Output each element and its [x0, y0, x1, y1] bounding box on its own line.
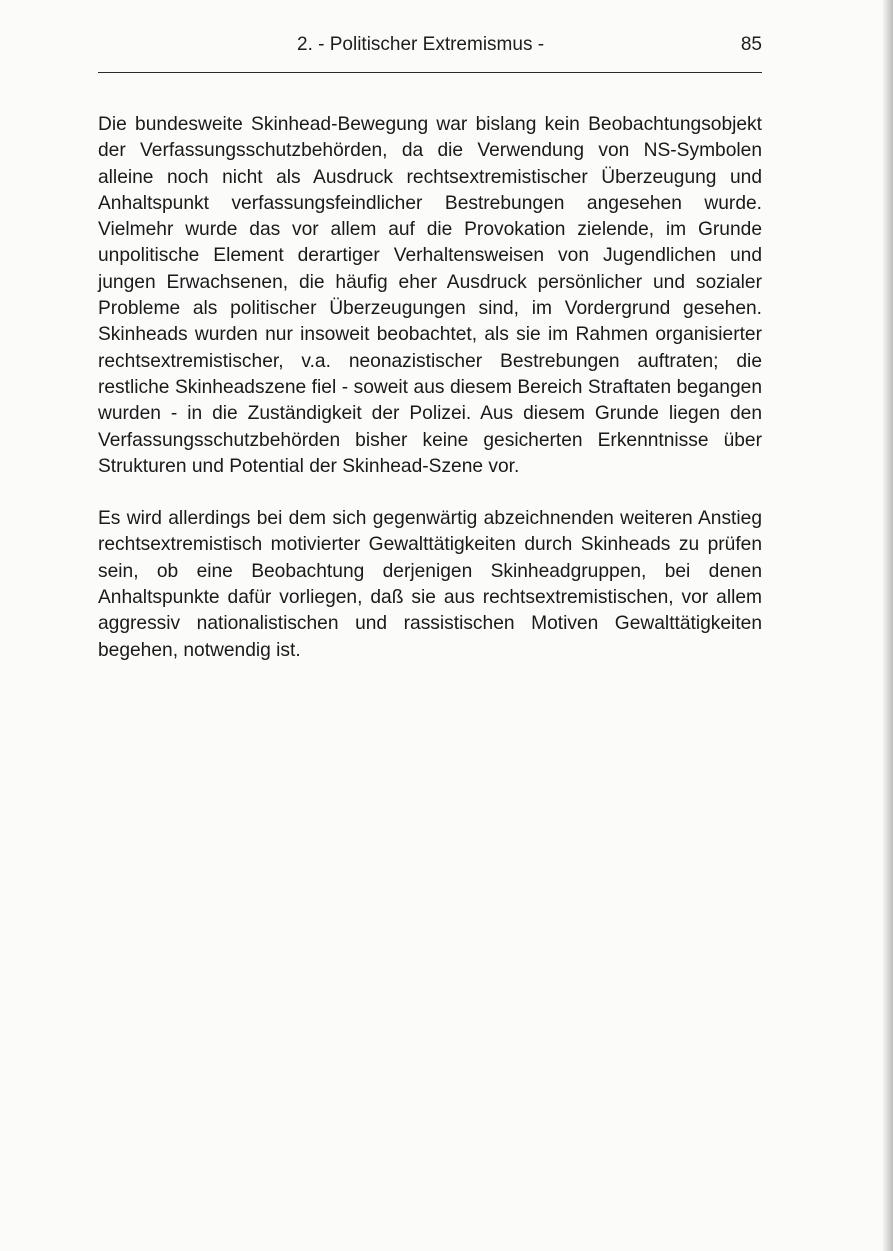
body-text: [98, 112, 762, 690]
header-rule: [98, 72, 762, 73]
page-number: 85: [740, 34, 762, 55]
paragraph-future-observation: Es wird allerdings bei dem sich gegenwärtig abzeichnenden weiteren Anstieg rechtsextremistisch motivierter Gewalttätigkeiten durch Skinheads zu prüfen sein, ob eine Beobachtung derjenigen Skinheadgruppen, bei denen Anhaltspunkte dafür vorliegen, daß sie aus rechtsextremistischen, vor allem aggressiv nationalistischen und rassistischen Motiven Gewalttätigkeiten begehen, notwendig ist.: [98, 508, 762, 661]
running-head: [98, 30, 762, 60]
page-edge-shadow: [883, 0, 893, 1251]
paragraph-skinhead-observation: Die bundesweite Skinhead-Bewegung war bislang kein Beobachtungsobjekt der Verfassungsschutzbehörden, da die Verwendung von NS-Symbolen alleine noch nicht als Ausdruck rechtsextremistischer Überzeugung und Anhaltspunkt verfassungsfeindlicher Bestrebungen angesehen wurde. Vielmehr wurde das vor allem auf die Provokation zielende, im Grunde unpolitische Element derartiger Verhaltensweisen von Jugendlichen und jungen Erwachsenen, die häufig eher Ausdruck persönlicher und sozialer Probleme als politischer Überzeugungen sind, im Vordergrund gesehen. Skinheads wurden nur insoweit beobachtet, als sie im Rahmen organisierter rechtsextremistischer, v.a. neonazistischer Bestrebungen auftraten; die restliche Skinheadszene fiel - soweit aus diesem Bereich Straftaten begangen wurden - in die Zuständigkeit der Polizei. Aus diesem Grunde liegen den Verfassungsschutzbehörden bisher keine gesicherten Erkenntnisse über Strukturen und Potential der Skinhead-Szene vor.: [98, 114, 762, 477]
chapter-title: 2. - Politischer Extremismus -: [297, 34, 545, 55]
